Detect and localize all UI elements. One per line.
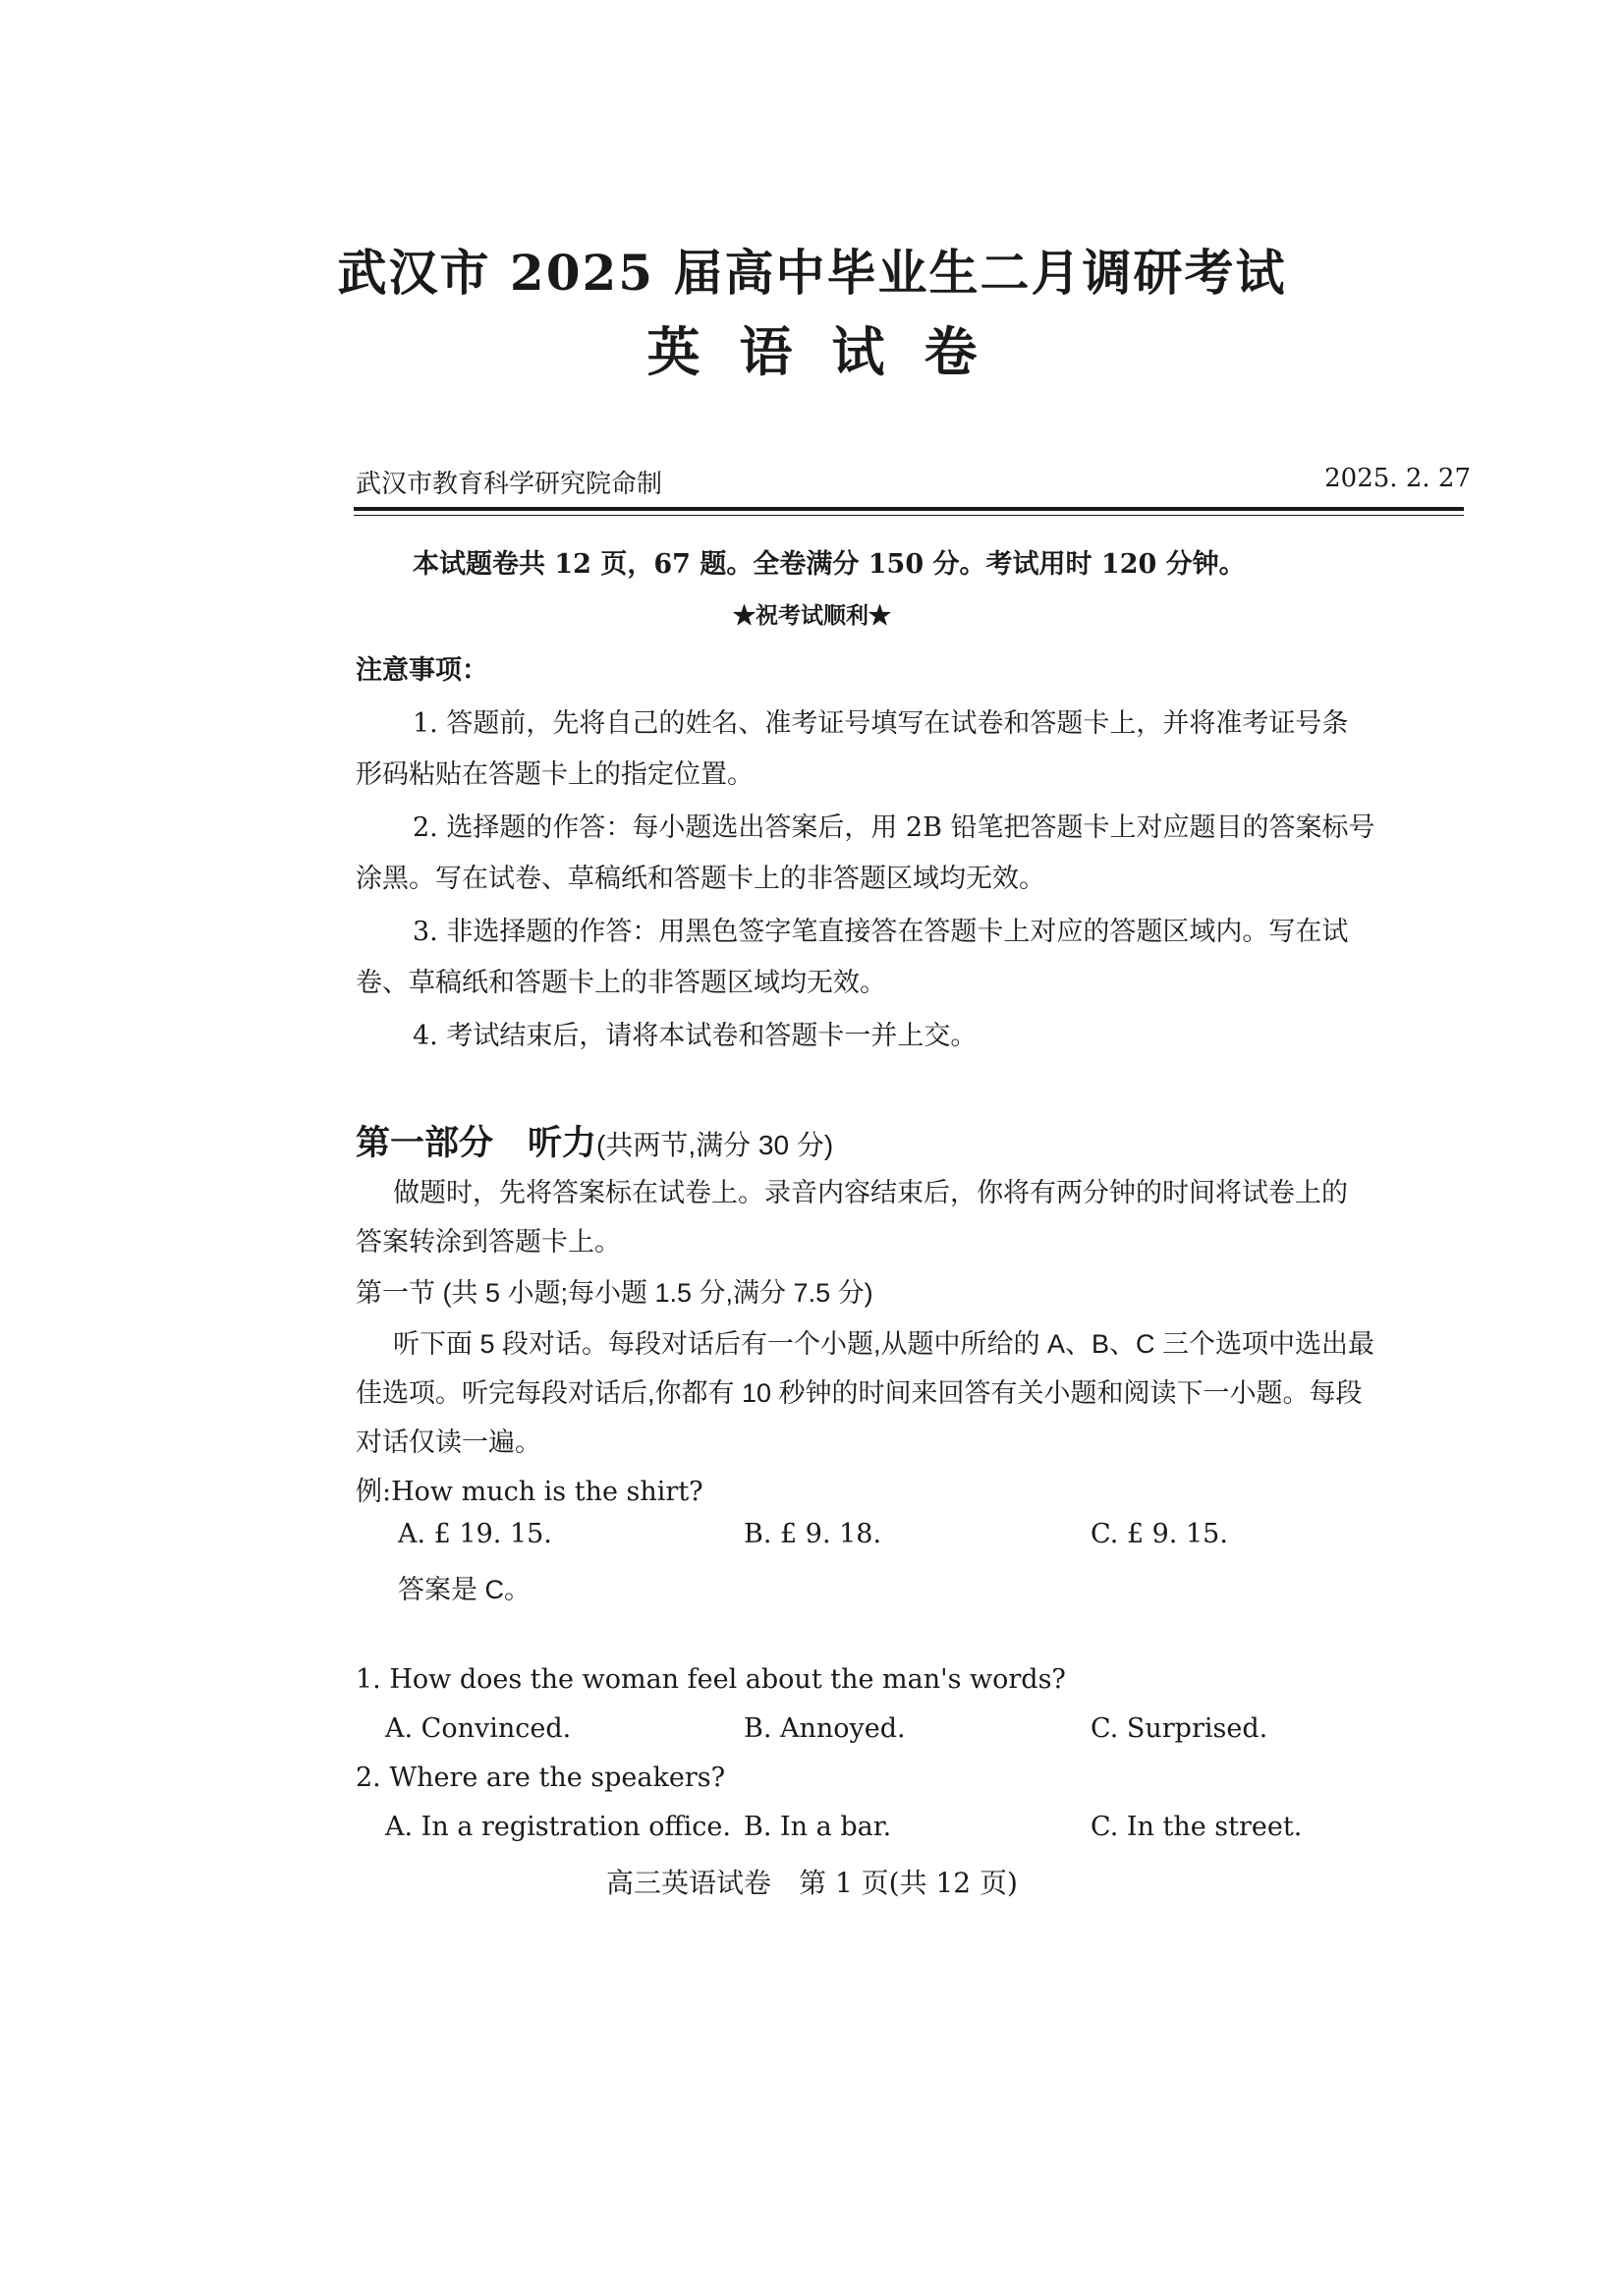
exam-info: 本试题卷共 12 页，67 题。全卷满分 150 分。考试用时 120 分钟。	[413, 549, 1246, 580]
note-3-line-1: 3. 非选择题的作答：用黑色签字笔直接答在答题卡上对应的答题区域内。写在试	[413, 917, 1349, 947]
question-2-option-a: A. In a registration office.	[385, 1812, 731, 1842]
part1-intro-line-1: 做题时，先将答案标在试卷上。录音内容结束后，你将有两分钟的时间将试卷上的	[393, 1178, 1348, 1207]
question-1-option-b: B. Annoyed.	[744, 1713, 906, 1744]
example-question: 例:How much is the shirt?	[356, 1477, 703, 1507]
exam-date: 2025. 2. 27	[1324, 464, 1471, 493]
header-divider-thin	[354, 515, 1464, 516]
note-2-line-1: 2. 选择题的作答：每小题选出答案后，用 2B 铅笔把答题卡上对应题目的答案标号	[413, 812, 1375, 843]
note-1-line-2: 形码粘贴在答题卡上的指定位置。	[356, 759, 754, 790]
note-4-line-1: 4. 考试结束后，请将本试卷和答题卡一并上交。	[413, 1021, 978, 1051]
header-divider-thick	[354, 507, 1464, 511]
example-option-b: B. £ 9. 18.	[744, 1519, 882, 1549]
directions-line-1: 听下面 5 段对话。每段对话后有一个小题,从题中所给的 A、B、C 三个选项中选出最	[393, 1329, 1375, 1359]
section1-heading: 第一节 (共 5 小题;每小题 1.5 分,满分 7.5 分)	[356, 1278, 873, 1308]
question-1-option-c: C. Surprised.	[1091, 1713, 1268, 1744]
question-1-option-a: A. Convinced.	[385, 1713, 572, 1744]
example-option-c: C. £ 9. 15.	[1091, 1519, 1228, 1549]
question-2: 2. Where are the speakers?	[356, 1763, 726, 1793]
note-1-line-1: 1. 答题前，先将自己的姓名、准考证号填写在试卷和答题卡上，并将准考证号条	[413, 708, 1349, 739]
exam-main-title: 武汉市 2025 届高中毕业生二月调研考试	[337, 244, 1287, 302]
example-option-a: A. £ 19. 15.	[398, 1519, 552, 1549]
directions-line-2: 佳选项。听完每段对话后,你都有 10 秒钟的时间来回答有关小题和阅读下一小题。每段	[356, 1378, 1363, 1408]
exam-sub-title: 英语试卷	[646, 320, 1017, 383]
part1-heading	[356, 1116, 833, 1165]
notes-heading: 注意事项：	[356, 655, 488, 686]
example-answer: 答案是 C。	[398, 1575, 531, 1604]
question-2-option-c: C. In the street.	[1091, 1812, 1303, 1842]
part1-intro-line-2: 答案转涂到答题卡上。	[356, 1227, 621, 1257]
part1-heading-main: 第一部分 听力	[356, 1123, 597, 1163]
directions-line-3: 对话仅读一遍。	[356, 1427, 541, 1457]
page-footer: 高三英语试卷 第 1 页(共 12 页)	[606, 1867, 1018, 1899]
question-2-option-b: B. In a bar.	[744, 1812, 892, 1842]
question-1: 1. How does the woman feel about the man's words?	[356, 1664, 1066, 1695]
good-luck-banner: ★祝考试顺利★	[733, 602, 891, 629]
note-3-line-2: 卷、草稿纸和答题卡上的非答题区域均无效。	[356, 968, 886, 998]
part1-heading-sub: (共两节,满分 30 分)	[596, 1130, 834, 1160]
note-2-line-2: 涂黑。写在试卷、草稿纸和答题卡上的非答题区域均无效。	[356, 864, 1045, 894]
issuer-label: 武汉市教育科学研究院命制	[356, 470, 663, 499]
